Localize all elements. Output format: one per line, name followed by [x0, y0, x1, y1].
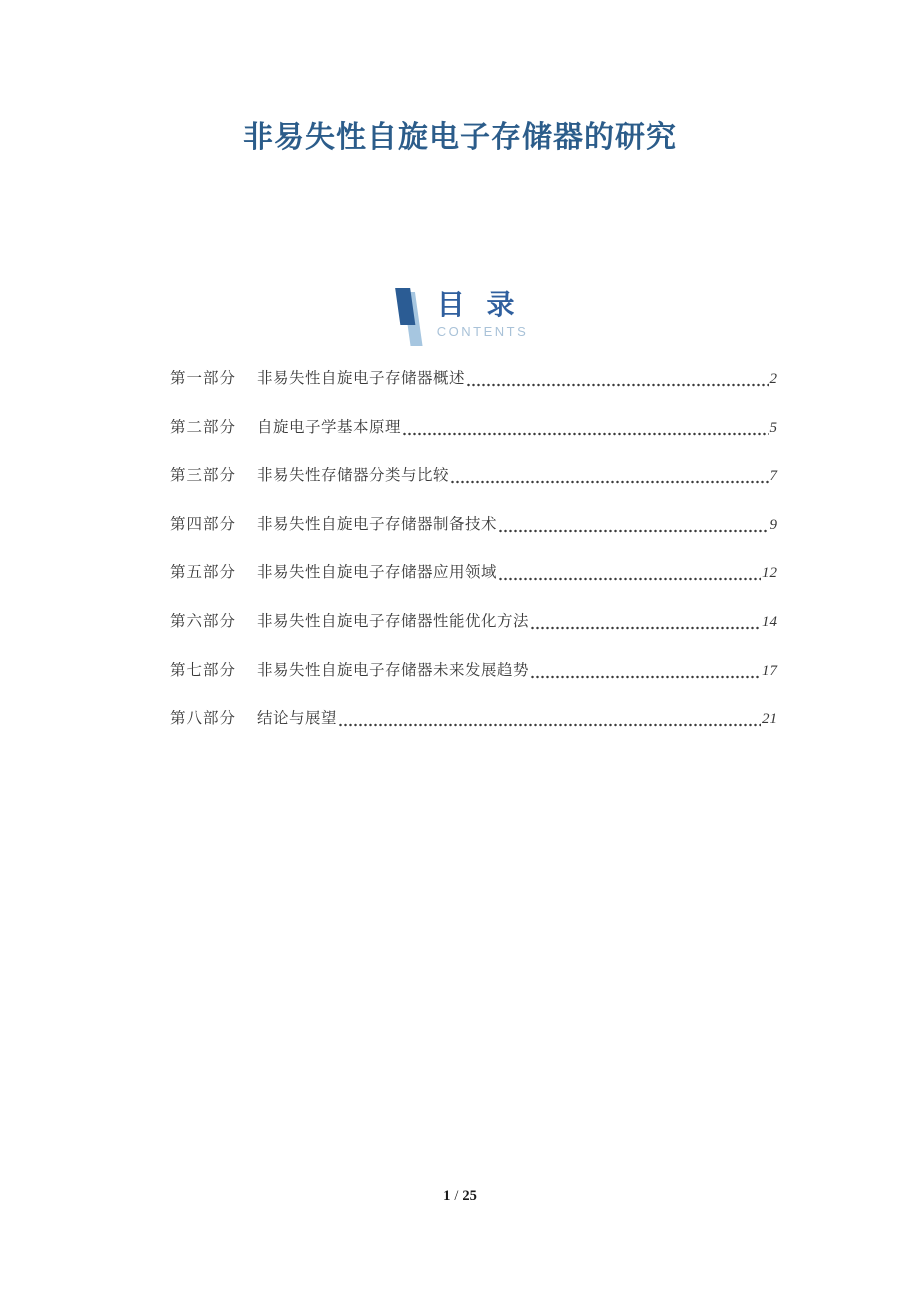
toc-entry-title: 非易失性存储器分类与比较 [257, 467, 450, 485]
toc-entry-page-number: 7 [769, 468, 777, 485]
toc-entry-label: 第八部分 [170, 710, 237, 728]
toc-heading: 目 录 [436, 289, 515, 320]
toc-entry-page-number: 21 [762, 711, 777, 728]
toc-entry-dot-leader [531, 616, 761, 630]
toc-entry-label: 第二部分 [170, 418, 237, 436]
toc-entry-dot-leader [451, 470, 768, 484]
toc-entry-title: 非易失性自旋电子存储器制备技术 [257, 515, 498, 533]
toc-entry-dot-leader [531, 665, 761, 679]
toc-entry-dot-leader [403, 422, 768, 436]
page-number-indicator [0, 1188, 920, 1205]
toc-entry[interactable] [170, 366, 777, 387]
toc-entry-page-number: 12 [762, 565, 777, 582]
toc-entry-label: 第三部分 [170, 467, 237, 485]
footer-current-page: 1 [443, 1188, 451, 1204]
toc-entry-dot-leader [499, 567, 761, 581]
toc-entry-title: 结论与展望 [257, 710, 338, 728]
footer-separator: / [454, 1188, 459, 1204]
toc-entry-dot-leader [339, 713, 761, 727]
toc-subheading: CONTENTS [436, 323, 529, 339]
toc-entry-dot-leader [499, 519, 768, 533]
toc-entry-page-number: 14 [762, 613, 777, 630]
toc-entry-label: 第一部分 [170, 370, 237, 387]
toc-logo-icon [392, 286, 430, 350]
toc-entry-title: 非易失性自旋电子存储器性能优化方法 [257, 612, 530, 630]
toc-entry-label: 第六部分 [170, 612, 237, 630]
toc-entry-page-number: 2 [769, 371, 777, 387]
toc-entry-page-number: 9 [769, 516, 777, 533]
page-title: 非易失性自旋电子存储器的研究 [243, 121, 677, 154]
toc-entry[interactable] [170, 560, 777, 581]
toc-entry-title: 非易失性自旋电子存储器未来发展趋势 [257, 661, 530, 679]
toc-entry-label: 第七部分 [170, 661, 237, 679]
toc-entry-title: 非易失性自旋电子存储器概述 [257, 370, 466, 387]
toc-entry[interactable] [170, 658, 777, 679]
toc-entry-label: 第五部分 [170, 564, 237, 582]
toc-entry-label: 第四部分 [170, 515, 237, 533]
toc-entry-title: 非易失性自旋电子存储器应用领域 [257, 564, 498, 582]
toc-entry[interactable] [170, 609, 777, 630]
toc-entry-page-number: 5 [769, 419, 777, 436]
toc-entry[interactable] [170, 463, 777, 484]
footer-total-pages: 25 [462, 1188, 477, 1204]
toc-entry[interactable] [170, 706, 777, 727]
toc-entry-dot-leader [467, 373, 768, 387]
toc-header-text [437, 286, 529, 339]
toc-entry-page-number: 17 [762, 662, 777, 679]
toc-entry-title: 自旋电子学基本原理 [257, 418, 402, 436]
toc-header [392, 286, 529, 350]
toc-list [170, 366, 777, 755]
toc-entry[interactable] [170, 512, 777, 533]
toc-entry[interactable] [170, 415, 777, 436]
